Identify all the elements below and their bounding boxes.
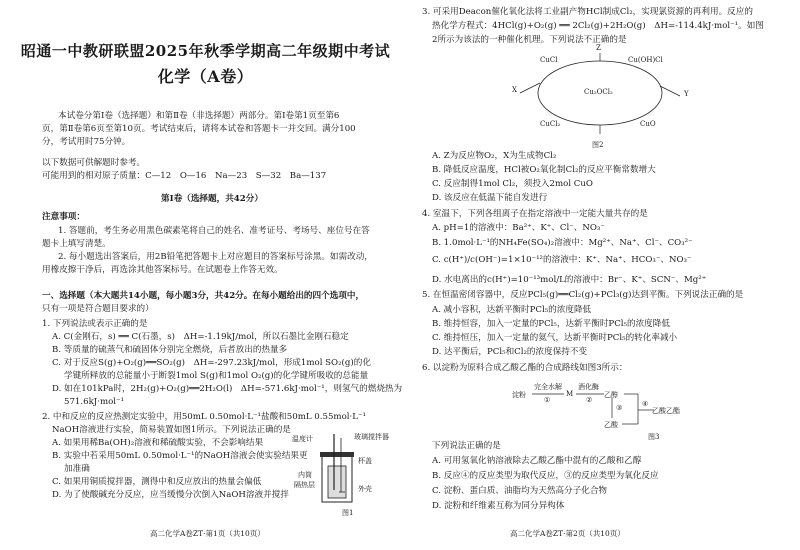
exam-title: 昭通一中教研联盟2025年秋季学期高二年级期中考试 [20,42,391,60]
q4-stem: 4. 室温下，下列各组离子在指定溶液中一定能大量共存的是 [422,209,648,219]
note-1a: 1. 答题前，考生务必用黑色碳素笔将自己的姓名、准考证号、考场号、座位号在答 [58,226,370,236]
exam-subtitle: 化学（A卷） [157,67,254,86]
q3-stem-3: 2所示为该法的一种催化机理。下列说法不正确的是 [432,35,627,45]
fig2-cuohcl: Cu(OH)Cl [628,56,663,64]
intro-line-2: 页，第Ⅱ卷第6页至第10页。考试结束后，请将本试卷和答题卡一并交回。满分100 [42,124,356,134]
fig2-cucl2: CuCl₂ [540,120,561,128]
intro-line-3: 分，考试用时75分钟。 [42,137,131,147]
q4-option-a: A. pH=1的溶液中：Ba²⁺、K⁺、Cl⁻、NO₃⁻ [432,223,605,233]
fig2-caption: 图2 [592,141,604,149]
q6-option-d: D. 淀粉和纤维素互称为同分异构体 [432,501,565,511]
q4-option-d: D. 水电离出的c(H⁺)=10⁻¹³mol/L的溶液中：Br⁻、K⁺、SCN⁻、Mg²⁺ [432,275,707,285]
figure-1-calorimeter [292,430,392,517]
q3-stem-2: 热化学方程式：4HCl(g)+O₂(g) ══ 2Cl₂(g)+2H₂O(g) ΔH=-114.4kJ·mol⁻¹。如图 [432,21,764,31]
q5-stem: 5. 在恒温密闭容器中，反应PCl₅(g)══Cl₂(g)+PCl₃(g)达到平衡。下列说法正确的是 [422,290,744,300]
q2-option-b2: 加准确 [64,464,90,474]
note-2b: 用橡皮擦干净后，再选涂其他答案标号。在试题卷上作答无效。 [42,265,283,275]
q5-option-a: A. 减小容积，达新平衡时PCl₅的浓度降低 [432,305,592,315]
q6-option-b: B. 反应④的反应类型为取代反应，③的反应类型为氧化反应 [432,471,659,481]
fig1-label-thermometer: 温度计 [292,435,313,443]
fig2-cu2ocl2: Cu₂OCl₂ [584,88,613,96]
data-intro: 以下数据可供解题时参考。 [42,158,146,168]
q3-option-c: C. 反应制得1mol Cl₂，须投入2mol CuO [432,179,593,189]
fig3-step1: ① [544,396,551,404]
fig3-step2: ② [586,396,593,404]
fig3-acetic-acid: 乙酸 [604,421,618,429]
fig1-label-shell: 外壳 [358,485,372,493]
section1-title: 第Ⅰ卷（选择题，共42分） [161,194,263,204]
right-footer: 高二化学A卷ZT·第2页（共10页） [510,529,625,538]
q2-stem-2: NaOH溶液进行实验，简易装置如图1所示。下列说法正确的是 [52,425,291,435]
q1-stem: 1. 下列说法或表示正确的是 [42,319,148,329]
fig3-ethanol: 乙醇 [604,391,618,399]
q6-prompt: 下列说法正确的是 [432,441,501,451]
q2-option-d: D. 为了使酸碱充分反应，应当缓慢分次倒入NaOH溶液并搅拌 [52,490,289,500]
fig3-step3: ③ [616,404,623,412]
fig3-ethyl-acetate: 乙酸乙酯 [652,407,680,415]
q6-option-a: A. 可用氢氧化钠溶液除去乙酸乙酯中混有的乙酸和乙醇 [432,456,642,466]
left-footer: 高二化学A卷ZT·第1页（共10页） [150,529,265,538]
q4-option-b: B. 1.0mol·L⁻¹的NH₄Fe(SO₄)₂溶液中：Mg²⁺、Na⁺、Cl⁻、CO₃²⁻ [432,238,693,248]
q2-stem: 2. 中和反应的反应热测定实验中，用50mL 0.50mol·L⁻¹盐酸和50mL 0.55mol·L⁻¹ [42,412,366,422]
q2-option-a: A. 如果用稀Ba(OH)₂溶液和稀硫酸实验，不会影响结果 [52,438,264,448]
fig1-caption: 图1 [342,509,354,517]
q3-option-a: A. Z为反应物O₂，X为生成物Cl₂ [432,151,557,161]
q5-option-d: D. 达平衡后，PCl₅和Cl₂的浓度保持不变 [432,347,588,357]
q1-option-a: A. C(金刚石，s) ══ C(石墨，s) ΔH=-1.19kJ/mol，所以石墨比金刚石稳定 [52,332,349,342]
q3-stem-1: 3. 可采用Deacon催化氧化法将工业副产物HCl制成Cl₂，实现氯资源的再利用。反应的 [422,7,753,17]
q3-option-b: B. 降低反应温度，HCl被O₂氧化制Cl₂的反应平衡常数增大 [432,165,656,175]
right-page [400,0,800,550]
fig3-step4: ④ [642,400,649,408]
figure-2-cycle [500,44,700,149]
fig3-caption: 图3 [648,433,660,441]
fig1-label-lid: 杯盖 [358,457,372,465]
q1-option-c2: 学键所释放的总能量小于断裂1mol S(g)和1mol O₂(g)的化学键所吸收的总能量 [64,371,369,381]
fig2-y: Y [684,90,689,98]
q1-option-c: C. 对于反应S(g)+O₂(g)══SO₂(g) ΔH=-297.23kJ/mol，形成1mol SO₂(g)的化 [52,358,371,368]
q1-option-d: D. 如在101kPa时，2H₂(g)+O₂(g)══2H₂O(l) ΔH=-571.6kJ·mol⁻¹，则氢气的燃烧热为 [52,384,403,394]
q2-option-b: B. 实验中若采用50mL 0.50mol·L⁻¹的NaOH溶液会使实验结果更 [52,451,308,461]
q1-option-d2: 571.6kJ·mol⁻¹ [64,397,125,407]
fig1-label-insulation: 隔热层 [294,481,315,489]
q4-option-c: C. c(H⁺)/c(OH⁻)=1×10⁻¹²的溶液中：K⁺、Na⁺、HCO₃⁻、NO₃⁻ [432,255,692,265]
fig3-enzyme: 酒化酶 [578,383,599,391]
figure-3-route [512,380,682,440]
fig2-x: X [512,86,517,94]
calorimeter-drawing [312,430,392,510]
intro-line-1: 本试卷分第Ⅰ卷（选择题）和第Ⅱ卷（非选择题）两部分。第Ⅰ卷第1页至第6 [58,111,340,121]
notes-title: 注意事项： [42,212,85,222]
q5-option-b: B. 维持恒容，加入一定量的PCl₅，达新平衡时PCl₅的浓度降低 [432,319,670,329]
fig1-label-inner: 内筒 [298,471,312,479]
q6-option-c: C. 淀粉、蛋白质、油脂均为天然高分子化合物 [432,486,608,496]
fig2-z: Z [596,44,601,52]
q3-option-d: D. 该反应在低温下能自发进行 [432,193,548,203]
fig2-cucl: CuCl [540,56,558,64]
note-2a: 2. 每小题选出答案后，用2B铅笔把答题卡上对应题目的答案标号涂黑。如需改动， [58,252,373,262]
fig3-starch: 淀粉 [512,391,526,399]
q1-option-b: B. 等质量的硫蒸气和硫固体分别完全燃烧，后者放出的热量多 [52,345,288,355]
note-1b: 题卡上填写清楚。 [42,239,111,249]
q6-stem: 6. 以淀粉为原料合成乙酸乙酯的合成路线如图3所示： [422,363,628,373]
q2-option-c: C. 如果用铜质搅拌器，测得中和反应放出的热量会偏低 [52,477,262,487]
atomic-mass: 可能用到的相对原子质量：C—12 O—16 Na—23 S—32 Ba—137 [42,171,327,181]
choice-header: 一、选择题（本大题共14小题，每小题3分，共42分。在每小题给出的四个选项中， [42,291,365,301]
choice-header-2: 只有一项是符合题目要求的） [42,304,154,314]
fig1-label-stirrer: 玻璃搅拌器 [354,433,389,441]
fig3-m: M [566,390,574,398]
fig2-cuo: CuO [640,120,656,128]
fig3-hydrolysis: 完全水解 [534,383,562,391]
q5-option-c: C. 维持恒压，加入一定量的氦气，达新平衡时PCl₅的转化率减小 [432,333,678,343]
